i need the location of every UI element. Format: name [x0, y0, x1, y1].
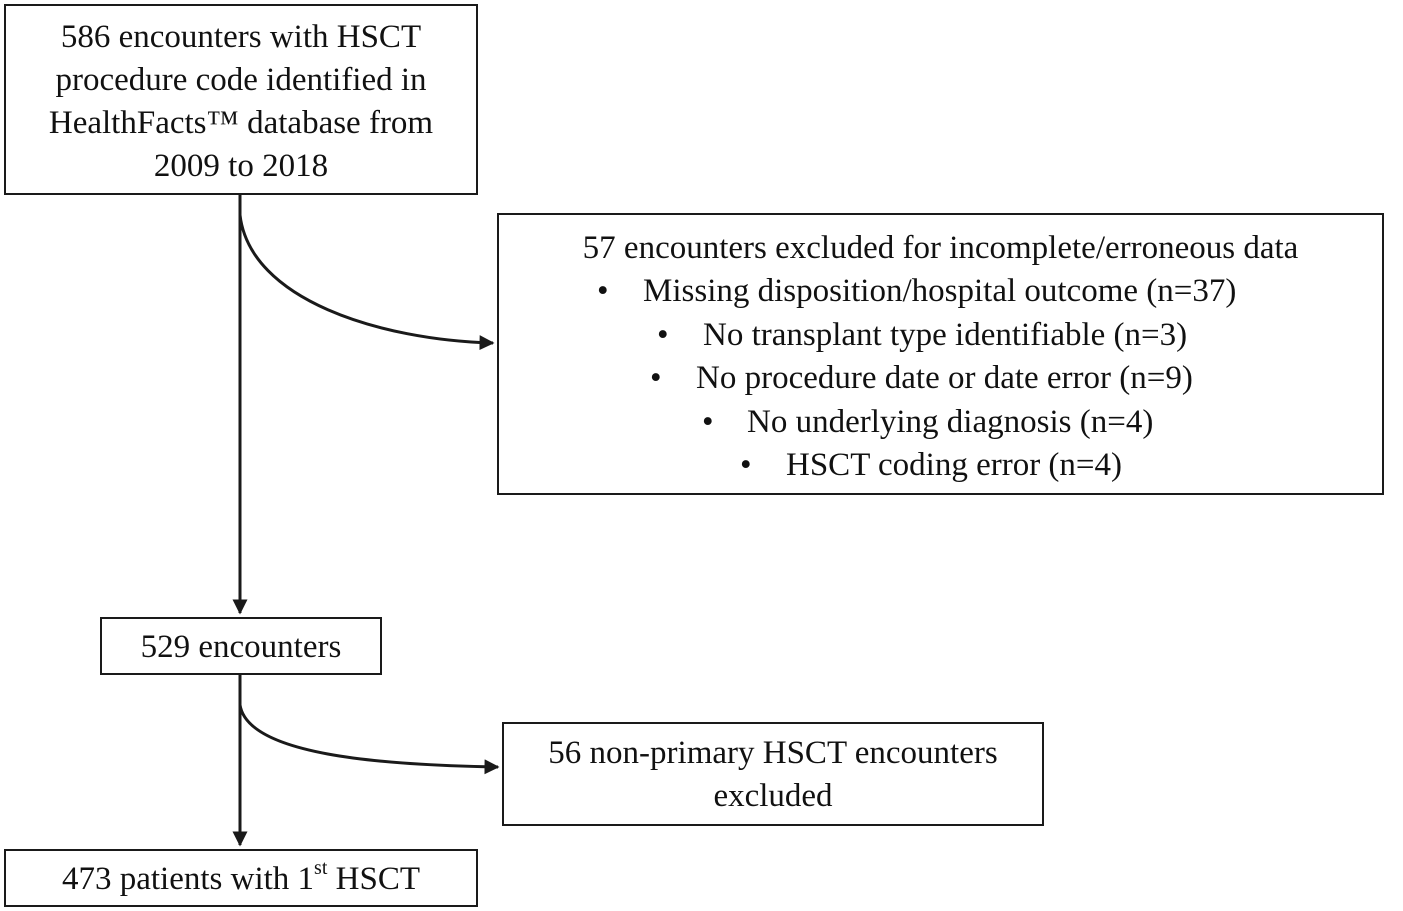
bullet-icon: • — [650, 360, 662, 397]
exclusion-1-item-text: No procedure date or date error (n=9) — [696, 360, 1193, 397]
start-box — [4, 4, 478, 195]
exclusion-1-item — [499, 270, 1382, 314]
exclusion-2-line-2: excluded — [713, 778, 833, 814]
start-box-line-3: HealthFacts™ database from — [48, 105, 434, 141]
bullet-icon: • — [740, 447, 752, 484]
end-box-suffix: HSCT — [327, 861, 420, 897]
exclusion-1-item — [499, 401, 1382, 445]
start-box-line-4: 2009 to 2018 — [153, 148, 329, 184]
exclusion-1-item — [499, 357, 1382, 401]
end-box-patients — [4, 849, 478, 907]
exclusion-box-non-primary — [502, 722, 1044, 826]
exclusion-1-item-text: No underlying diagnosis (n=4) — [747, 403, 1154, 440]
exclusion-1-item-text: HSCT coding error (n=4) — [786, 447, 1123, 484]
end-box-superscript: st — [314, 857, 328, 879]
bullet-icon: • — [657, 316, 669, 353]
exclusion-1-item-text: No transplant type identifiable (n=3) — [703, 316, 1188, 353]
middle-box-encounters: 529 encounters — [100, 617, 382, 675]
connector-curve-to-exclusion-1 — [240, 215, 493, 343]
exclusion-box-incomplete-data — [497, 213, 1384, 495]
exclusion-2-line-1: 56 non-primary HSCT encounters — [548, 735, 998, 771]
exclusion-1-heading: 57 encounters excluded for incomplete/erroneous data — [582, 230, 1299, 266]
start-box-line-2: procedure code identified in — [55, 62, 427, 98]
exclusion-1-item — [499, 444, 1382, 488]
exclusion-1-item-text: Missing disposition/hospital outcome (n=37) — [643, 273, 1237, 309]
end-box-text: 473 patients with 1 — [61, 861, 315, 897]
start-box-line-1: 586 encounters with HSCT — [60, 19, 422, 55]
connector-curve-to-exclusion-2 — [240, 705, 498, 767]
bullet-icon: • — [597, 273, 609, 309]
exclusion-1-item — [499, 314, 1382, 358]
bullet-icon: • — [702, 403, 714, 440]
